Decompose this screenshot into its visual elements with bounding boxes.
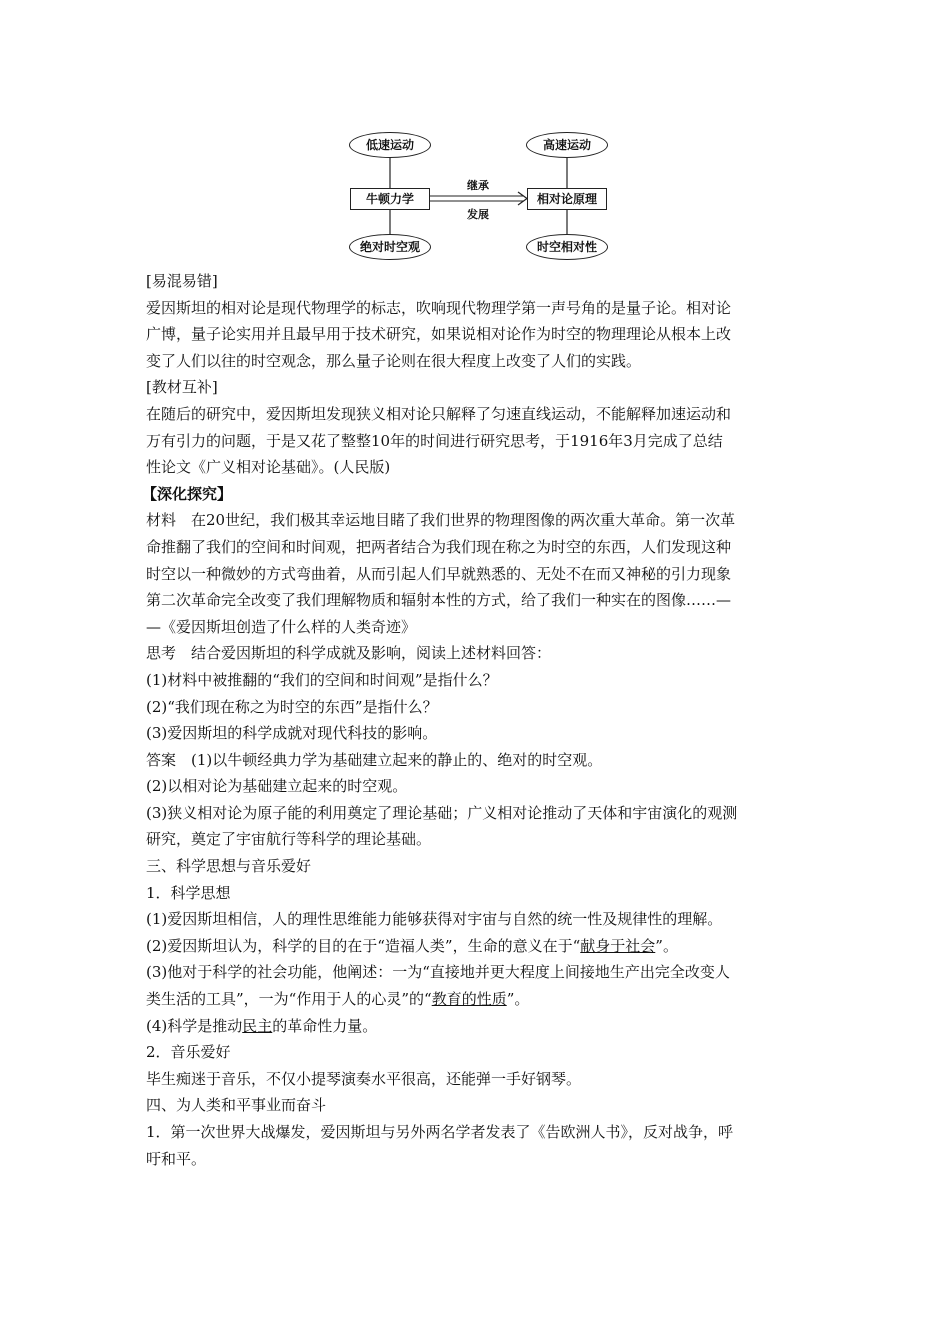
text-line: (3)他对于科学的社会功能，他阐述：一为“直接地并更大程度上间接地生产出完全改变人 xyxy=(146,963,730,982)
question-1: (1)材料中被推翻的“我们的空间和时间观”是指什么？ xyxy=(146,670,498,689)
node-relativity-principle: 相对论原理 xyxy=(527,188,607,210)
text-span: 类生活的工具”，一为“作用于人的心灵”的“ xyxy=(146,990,432,1009)
section-heading-3: 三、科学思想与音乐爱好 xyxy=(146,857,312,876)
subheading-scientific-thought: 1．科学思想 xyxy=(146,883,231,902)
text-line: 思考 结合爱因斯坦的科学成就及影响，阅读上述材料回答： xyxy=(146,644,552,663)
text-line: (1)爱因斯坦相信，人的理性思维能力能够获得对宇宙与自然的统一性及规律性的理解。 xyxy=(146,910,723,929)
question-2: (2)“我们现在称之为时空的东西”是指什么？ xyxy=(146,697,438,716)
text-span: 的革命性力量。 xyxy=(272,1016,378,1035)
text-line: 在随后的研究中，爱因斯坦发现狭义相对论只解释了匀速直线运动，不能解释加速运动和 xyxy=(146,404,732,423)
answer-3: (3)狭义相对论为原子能的利用奠定了理论基础；广义相对论推动了天体和宇宙演化的观测 xyxy=(146,803,738,822)
text-line: 吁和平。 xyxy=(146,1149,207,1168)
text-line: 时空以一种微妙的方式弯曲着，从而引起人们早就熟悉的、无处不在而又神秘的引力现象 xyxy=(146,564,732,583)
text-line xyxy=(146,1013,810,1040)
node-absolute-spacetime: 绝对时空观 xyxy=(349,234,431,260)
text-span: ”。 xyxy=(655,936,678,955)
document-body xyxy=(142,268,810,1172)
text-line: 广博，量子论实用并且最早用于技术研究，如果说相对论作为时空的物理理论从根本上改 xyxy=(146,325,732,344)
text-span: (2)爱因斯坦认为，科学的目的在于“造福人类”，生命的意义在于“ xyxy=(146,936,581,955)
section-heading-deep-inquiry: 【深化探究】 xyxy=(142,484,233,503)
text-line: 1．第一次世界大战爆发，爱因斯坦与另外两名学者发表了《告欧洲人书》，反对战争，呼 xyxy=(146,1123,734,1141)
text-line xyxy=(146,933,810,960)
node-low-speed: 低速运动 xyxy=(349,132,431,158)
section-label-supplement: [教材互补] xyxy=(146,378,218,397)
underlined-term: 献身于社会 xyxy=(580,936,656,955)
text-span: ”。 xyxy=(506,990,530,1009)
text-line: 命推翻了我们的空间和时间观，把两者结合为我们现在称之为时空的东西，人们发现这种 xyxy=(146,537,732,556)
text-line xyxy=(146,986,810,1013)
underlined-term: 民主 xyxy=(242,1016,273,1035)
text-line: 材料 在20世纪，我们极其幸运地目睹了我们世界的物理图像的两次重大革命。第一次革 xyxy=(146,511,736,530)
text-line: 爱因斯坦的相对论是现代物理学的标志，吹响现代物理学第一声号角的是量子论。相对论 xyxy=(146,298,732,317)
section-heading-4: 四、为人类和平事业而奋斗 xyxy=(146,1096,327,1115)
arrow-head xyxy=(518,192,527,205)
node-newtonian-mechanics: 牛顿力学 xyxy=(350,188,430,210)
arrow-label-inherit: 继承 xyxy=(467,179,489,192)
text-line: 毕生痴迷于音乐，不仅小提琴演奏水平很高，还能弹一手好钢琴。 xyxy=(146,1069,582,1088)
arrow-label-develop: 发展 xyxy=(467,208,489,221)
subheading-music: 2．音乐爱好 xyxy=(146,1043,231,1062)
text-line: 万有引力的问题，于是又花了整整10年的时间进行研究思考，于1916年3月完成了总结 xyxy=(146,431,723,450)
concept-diagram xyxy=(340,128,620,262)
text-line: 第二次革命完全改变了我们理解物质和辐射本性的方式，给了我们一种实在的图像……— xyxy=(146,591,732,610)
text-line: —《爱因斯坦创造了什么样的人类奇迹》 xyxy=(146,617,417,636)
answer-2: (2)以相对论为基础建立起来的时空观。 xyxy=(146,777,408,796)
node-spacetime-relativity: 时空相对性 xyxy=(526,234,608,260)
node-high-speed: 高速运动 xyxy=(526,132,608,158)
section-label-confusion: [易混易错] xyxy=(146,272,218,290)
text-line: 性论文《广义相对论基础》。(人民版) xyxy=(146,458,391,477)
answer-1: 答案 (1)以牛顿经典力学为基础建立起来的静止的、绝对的时空观。 xyxy=(146,750,603,769)
text-line: 变了人们以往的时空观念，那么量子论则在很大程度上改变了人们的实践。 xyxy=(146,351,642,370)
question-3: (3)爱因斯坦的科学成就对现代科技的影响。 xyxy=(146,724,438,743)
underlined-term: 教育的性质 xyxy=(431,990,507,1009)
text-span: (4)科学是推动 xyxy=(146,1016,243,1035)
text-line: 研究，奠定了宇宙航行等科学的理论基础。 xyxy=(146,830,432,849)
